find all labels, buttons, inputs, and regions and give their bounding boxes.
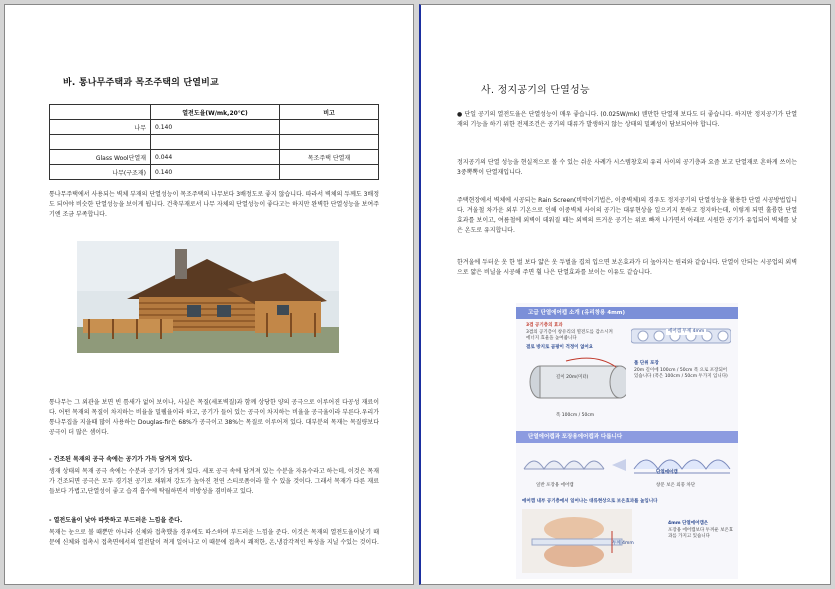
infographic-label: 에어캡 내부 공기층에서 일어나는 대류현상으로 보온효과를 높입니다 bbox=[522, 499, 658, 504]
table-cell: 나무(구조재) bbox=[50, 165, 151, 180]
infographic-label: 길이 20m(미터) bbox=[556, 375, 589, 380]
table-cell: 0.044 bbox=[151, 150, 280, 165]
table-row bbox=[50, 135, 379, 150]
thermal-conductivity-table bbox=[49, 104, 379, 180]
infographic-label: 3겹 공기층의 효과 bbox=[526, 323, 563, 328]
infographic-label: 4mm 단열에어캡은 bbox=[668, 521, 709, 526]
paragraph: 목재는 눈으로 볼 때뿐만 아니라 신체와 접촉했을 경우에도 따스하며 부드러운 느낌을 준다. 이것은 목재의 열전도율이낮기 때문에 신체와 접촉시 접촉면에서의 열전달이 적게 일어나고 이 때문에 접촉시 쾌적한, 온,냉감각적인 특성을 지닐 수있는 것이다. bbox=[49, 529, 379, 546]
infographic-label: 단열에어캡 bbox=[656, 470, 678, 475]
paragraph: 주택현장에서 벽체에 시공되는 Rain Screen(비막이기법은, 이중벽체)의 경우도 정지공기의 단열성능을 활용한 단열 시공방법입니다. 겨울철 차가운 외부 기온으로 인해 이중벽체 사이의 공기는 대류현상을 일으키지 못하고 정지하는데, 이렇게 되면 훌륭한 단열효과를 보이고, 여름철에 외벽이 데워질 때는 외벽의 뜨거운 공기는 위로 빠져 나가면서 아래로 시원한 공기가 유입되어 벽체를 낮은 온도로 유지합니다. bbox=[457, 197, 797, 234]
air-cap-infographic bbox=[516, 303, 738, 579]
left-heading: 바. 통나무주택과 목조주택의 단열비교 bbox=[63, 78, 219, 88]
subheading: - 열전도율이 낮아 따뜻하고 부드러운 느낌을 준다. bbox=[49, 517, 183, 524]
infographic-label: 폭 100cm / 50cm bbox=[556, 413, 595, 418]
table-row bbox=[50, 165, 379, 180]
air-cap-comparison-diagram bbox=[522, 447, 732, 481]
table-cell bbox=[280, 165, 379, 180]
infographic-label: 두께 4mm bbox=[612, 541, 634, 546]
right-heading: 사. 정지공기의 단열성능 bbox=[481, 85, 590, 96]
infographic-label: 에어캡 두께 4mm bbox=[668, 329, 705, 334]
right-page bbox=[419, 4, 831, 585]
table-header-cell: 비고 bbox=[280, 105, 379, 120]
table-cell: 나무 bbox=[50, 120, 151, 135]
left-page bbox=[4, 4, 414, 585]
table-cell bbox=[280, 120, 379, 135]
table-cell: 0.140 bbox=[151, 120, 280, 135]
infographic-label: 20m 길이에 100cm / 50cm 폭 으로 포장되어 있습니다 (폭은 100cm / 50cm 두가지 입니다) bbox=[634, 368, 728, 379]
infographic-label: 포장용 에어캡보다 두꺼운 보온효과를 가지고 있습니다 bbox=[668, 528, 734, 539]
paragraph: 통나무는 그 외관을 보면 빈 틈새가 없어 보이나, 사실은 목질(세포벽질)과 함께 상당한 양의 공극으로 이루어진 다공성 재료이다. 어떤 목재의 목질이 차지하는 비율을 밀웰율이라 하고, 공기가 들어 있는 공극이 차지하는 비율을 공극율이라 부른다.우리가 통나무집을 지을때 많이 사용하는 Douglas-fir은 68%가 공극이고 38%는 목질로 이루어져 있다. 대부분의 목재는 목질량보다 공극이 더 많은 셈이다. bbox=[49, 399, 379, 436]
table-row bbox=[50, 150, 379, 165]
table-cell: Glass Wool단열재 bbox=[50, 150, 151, 165]
table-header-cell: 열전도율(W/mk,20℃) bbox=[151, 105, 280, 120]
infographic-section-title: 고급 단열에어캡 소개 (유리창용 4mm) bbox=[516, 307, 738, 319]
subheading: - 건조된 목재의 공극 속에는 공기가 가득 담겨져 있다. bbox=[49, 456, 193, 463]
infographic-label: 일반 포장용 에어캡 bbox=[536, 483, 574, 488]
paragraph: 정지공기의 단열 성능을 현실적으로 볼 수 있는 쉬운 사례가 시스템창호의 유리 사이의 공기층과 요즘 보고 단열재로 흔하게 쓰이는 3중뽁뽁이 단열재입니다. bbox=[457, 159, 797, 176]
table-cell: 목조주택 단열재 bbox=[280, 150, 379, 165]
infographic-label: 3겹의 공기층이 창유리의 열전도를 감소시켜 에너지 효율을 높여줍니다 bbox=[526, 330, 613, 341]
air-cap-diagram bbox=[631, 321, 731, 351]
table-cell bbox=[151, 135, 280, 150]
paragraph: 한겨울에 두터운 옷 한 벌 보다 얇은 옷 두벌을 겹쳐 입으면 보온효과가 더 높아지는 원리와 같습니다. 단열이 안되는 시공업의 외벽으로 얇은 비닐을 시공해 주면 훨 나은 단열효과를 보이는 이유도 같습니다. bbox=[457, 259, 797, 276]
infographic-label: 창문 보온 외풍 차단 bbox=[656, 483, 696, 488]
table-row bbox=[50, 120, 379, 135]
infographic-label: 롤 단위 포장 bbox=[634, 361, 659, 366]
paragraph: 생재 상태의 목재 공극 속에는 수분과 공기가 담겨져 있다. 세포 공극 속에 담겨져 있는 수분을 자유수라고 하는데, 이것은 목재가 건조되면 공극은 모두 경기된 공기로 채워져 강도가 높아진 천연 스티로폼이라 할 수 있을 것이다. 그래서 목재가 다른 재료들보다 가볍고,단열성이 좋고 습격 흡수에 탁월하면서 비방성을 겸비하고 있다. bbox=[49, 468, 379, 495]
log-house-photo bbox=[77, 241, 339, 353]
paragraph: ● 단일 공기의 열전도율은 단열성능이 매우 좋습니다. (0.025W/mk) 웬만한 단열재 보다도 더 좋습니다. 하지만 정지공기가 단열재의 기능을 하기 위한 전제조건은 공기의 대류가 발생하지 않는 상태의 밀폐성이 담보되어야 합니다. bbox=[457, 111, 797, 128]
infographic-section-title: 단열에어캡과 포장용에어캡과 다릅니다 bbox=[516, 431, 738, 443]
table-cell bbox=[280, 135, 379, 150]
table-row bbox=[50, 105, 379, 120]
table-cell bbox=[50, 135, 151, 150]
air-cap-roll-icon bbox=[526, 355, 626, 409]
table-cell: 0.140 bbox=[151, 165, 280, 180]
infographic-label: 결로 방지로 곰팡이 걱정이 없어요 bbox=[526, 345, 594, 350]
table-cell bbox=[50, 105, 151, 120]
paragraph: 통나무주택에서 사용되는 벽체 부재의 단열성능이 목조주택의 나무보다 3배정도로 좋지 않습니다. 따라서 벽체의 두께도 3배정도 되어야 비슷한 단열성능을 보이게 됩니다. 건축부재로서 나무 자체의 단열성능이 좋다고는 하지만 완벽한 단열성능을 보여주기엔 조금 부족합니다. bbox=[49, 191, 380, 218]
